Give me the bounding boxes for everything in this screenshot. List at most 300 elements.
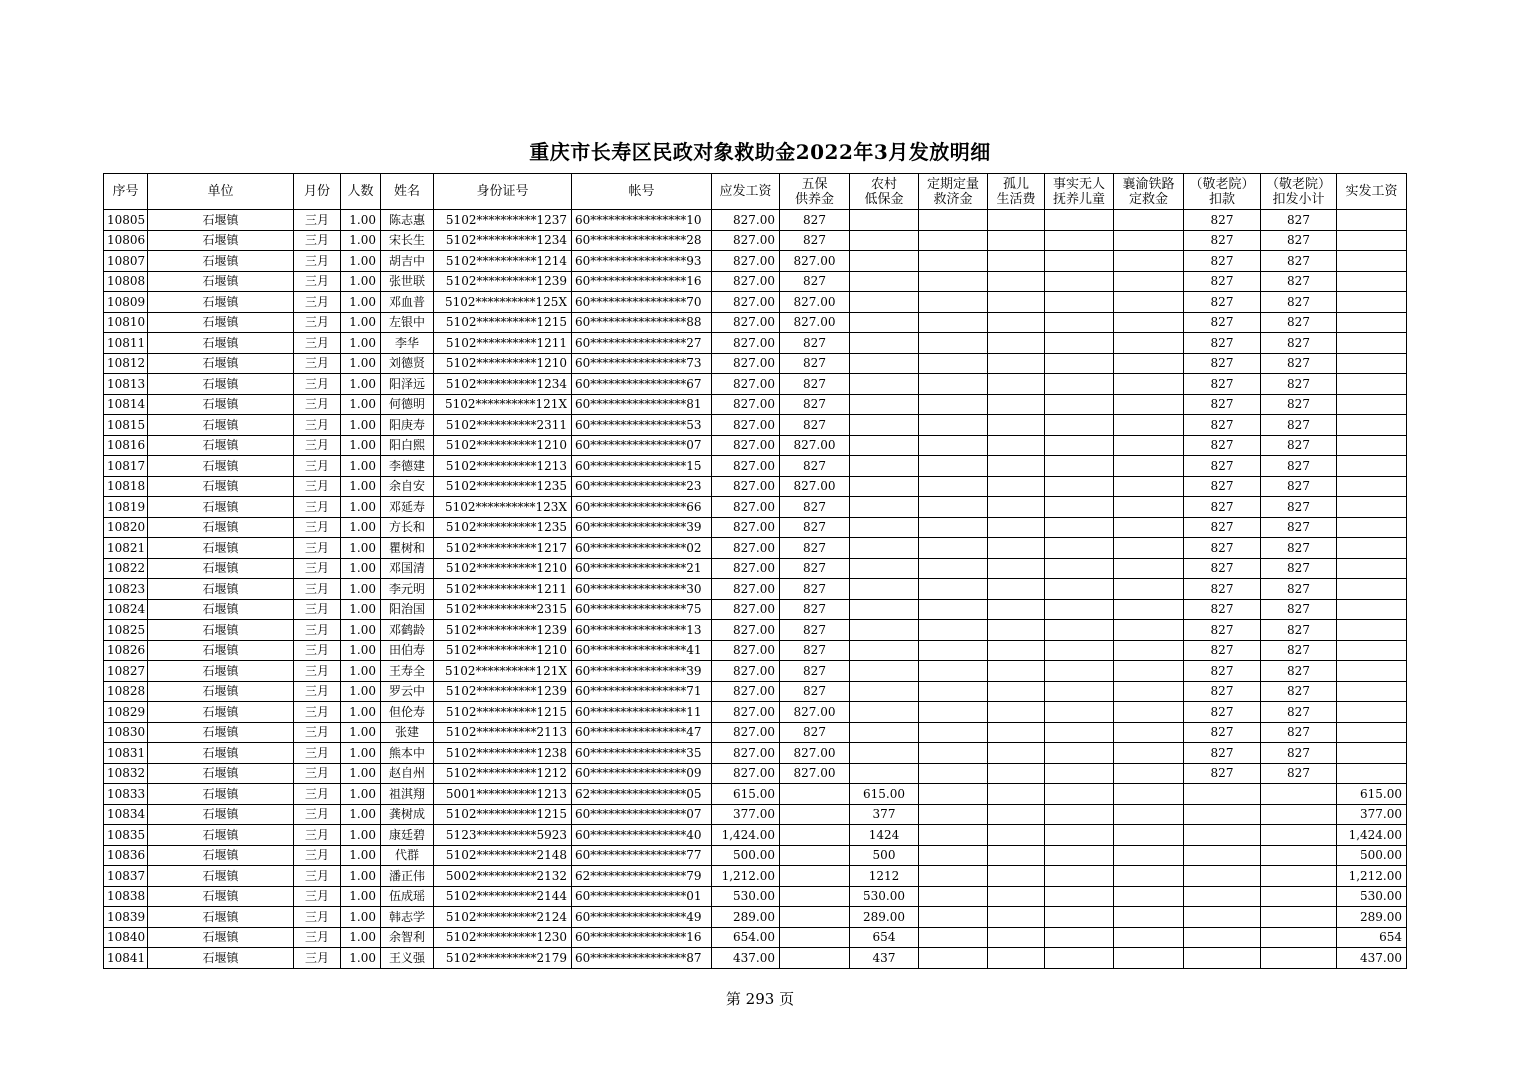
cell-account: 60****************81 xyxy=(572,394,712,415)
cell-id-number: 5102**********1213 xyxy=(434,456,572,477)
cell-payable: 827.00 xyxy=(712,456,780,477)
cell-seq: 10841 xyxy=(104,948,148,969)
cell-de-facto-orphan xyxy=(1045,435,1114,456)
cell-id-number: 5102**********2124 xyxy=(434,907,572,928)
cell-account: 62****************05 xyxy=(572,784,712,805)
cell-nursing-subtotal: 827 xyxy=(1261,517,1337,538)
cell-payable: 1,424.00 xyxy=(712,825,780,846)
cell-seq: 10832 xyxy=(104,763,148,784)
cell-unit: 石堰镇 xyxy=(148,948,294,969)
cell-rural-subsistence xyxy=(850,743,919,764)
cell-seq: 10836 xyxy=(104,845,148,866)
cell-count: 1.00 xyxy=(341,415,381,436)
cell-de-facto-orphan xyxy=(1045,456,1114,477)
cell-orphan-living xyxy=(988,558,1045,579)
cell-seq: 10826 xyxy=(104,640,148,661)
cell-orphan-living xyxy=(988,353,1045,374)
cell-count: 1.00 xyxy=(341,784,381,805)
cell-unit: 石堰镇 xyxy=(148,456,294,477)
cell-count: 1.00 xyxy=(341,251,381,272)
cell-account: 60****************09 xyxy=(572,763,712,784)
cell-nursing-deduction: 827 xyxy=(1184,394,1261,415)
cell-net-pay xyxy=(1337,210,1407,231)
cell-five-guarantee: 827 xyxy=(780,230,850,251)
cell-seq: 10834 xyxy=(104,804,148,825)
cell-unit: 石堰镇 xyxy=(148,743,294,764)
cell-id-number: 5102**********1214 xyxy=(434,251,572,272)
cell-payable: 377.00 xyxy=(712,804,780,825)
cell-month: 三月 xyxy=(294,497,341,518)
cell-month: 三月 xyxy=(294,374,341,395)
cell-de-facto-orphan xyxy=(1045,927,1114,948)
table-row xyxy=(104,804,1407,825)
cell-five-guarantee: 827 xyxy=(780,538,850,559)
cell-payable: 827.00 xyxy=(712,722,780,743)
cell-rural-subsistence xyxy=(850,517,919,538)
cell-account: 60****************77 xyxy=(572,845,712,866)
cell-nursing-subtotal: 827 xyxy=(1261,374,1337,395)
cell-month: 三月 xyxy=(294,230,341,251)
cell-orphan-living xyxy=(988,722,1045,743)
cell-de-facto-orphan xyxy=(1045,538,1114,559)
cell-fixed-relief xyxy=(919,927,988,948)
cell-seq: 10824 xyxy=(104,599,148,620)
cell-payable: 615.00 xyxy=(712,784,780,805)
cell-net-pay xyxy=(1337,374,1407,395)
cell-payable: 827.00 xyxy=(712,558,780,579)
cell-five-guarantee: 827.00 xyxy=(780,435,850,456)
cell-account: 60****************40 xyxy=(572,825,712,846)
table-row xyxy=(104,763,1407,784)
cell-net-pay xyxy=(1337,538,1407,559)
cell-month: 三月 xyxy=(294,476,341,497)
cell-railway-relief xyxy=(1114,784,1184,805)
cell-month: 三月 xyxy=(294,620,341,641)
cell-orphan-living xyxy=(988,661,1045,682)
cell-count: 1.00 xyxy=(341,825,381,846)
cell-five-guarantee: 827.00 xyxy=(780,312,850,333)
cell-rural-subsistence: 615.00 xyxy=(850,784,919,805)
cell-rural-subsistence: 289.00 xyxy=(850,907,919,928)
cell-net-pay xyxy=(1337,333,1407,354)
cell-id-number: 5102**********1210 xyxy=(434,353,572,374)
cell-id-number: 5102**********1210 xyxy=(434,435,572,456)
cell-nursing-deduction: 827 xyxy=(1184,251,1261,272)
cell-id-number: 5102**********121X xyxy=(434,661,572,682)
cell-fixed-relief xyxy=(919,517,988,538)
table-row xyxy=(104,640,1407,661)
cell-nursing-deduction xyxy=(1184,784,1261,805)
cell-railway-relief xyxy=(1114,804,1184,825)
cell-month: 三月 xyxy=(294,415,341,436)
cell-fixed-relief xyxy=(919,743,988,764)
cell-de-facto-orphan xyxy=(1045,415,1114,436)
cell-orphan-living xyxy=(988,784,1045,805)
cell-net-pay: 1,424.00 xyxy=(1337,825,1407,846)
cell-fixed-relief xyxy=(919,292,988,313)
cell-nursing-deduction: 827 xyxy=(1184,415,1261,436)
cell-unit: 石堰镇 xyxy=(148,763,294,784)
cell-net-pay xyxy=(1337,271,1407,292)
table-row xyxy=(104,374,1407,395)
cell-railway-relief xyxy=(1114,620,1184,641)
cell-nursing-subtotal: 827 xyxy=(1261,579,1337,600)
cell-de-facto-orphan xyxy=(1045,784,1114,805)
cell-unit: 石堰镇 xyxy=(148,251,294,272)
cell-month: 三月 xyxy=(294,886,341,907)
cell-payable: 827.00 xyxy=(712,476,780,497)
cell-id-number: 5102**********1215 xyxy=(434,702,572,723)
cell-fixed-relief xyxy=(919,230,988,251)
cell-rural-subsistence xyxy=(850,620,919,641)
cell-count: 1.00 xyxy=(341,210,381,231)
cell-name: 李德建 xyxy=(381,456,434,477)
cell-count: 1.00 xyxy=(341,620,381,641)
cell-rural-subsistence xyxy=(850,497,919,518)
cell-count: 1.00 xyxy=(341,230,381,251)
cell-nursing-deduction: 827 xyxy=(1184,210,1261,231)
cell-month: 三月 xyxy=(294,271,341,292)
cell-name: 李华 xyxy=(381,333,434,354)
cell-railway-relief xyxy=(1114,476,1184,497)
cell-railway-relief xyxy=(1114,866,1184,887)
cell-five-guarantee: 827 xyxy=(780,558,850,579)
cell-nursing-deduction: 827 xyxy=(1184,579,1261,600)
cell-net-pay xyxy=(1337,230,1407,251)
cell-payable: 827.00 xyxy=(712,333,780,354)
cell-payable: 827.00 xyxy=(712,661,780,682)
cell-rural-subsistence: 1212 xyxy=(850,866,919,887)
cell-net-pay: 377.00 xyxy=(1337,804,1407,825)
cell-de-facto-orphan xyxy=(1045,251,1114,272)
cell-railway-relief xyxy=(1114,743,1184,764)
cell-de-facto-orphan xyxy=(1045,681,1114,702)
cell-orphan-living xyxy=(988,640,1045,661)
cell-nursing-subtotal: 827 xyxy=(1261,497,1337,518)
cell-count: 1.00 xyxy=(341,476,381,497)
cell-five-guarantee xyxy=(780,907,850,928)
cell-account: 60****************27 xyxy=(572,333,712,354)
cell-payable: 1,212.00 xyxy=(712,866,780,887)
cell-account: 60****************93 xyxy=(572,251,712,272)
table-row xyxy=(104,456,1407,477)
cell-id-number: 5002**********2132 xyxy=(434,866,572,887)
cell-unit: 石堰镇 xyxy=(148,292,294,313)
cell-seq: 10839 xyxy=(104,907,148,928)
cell-nursing-deduction: 827 xyxy=(1184,312,1261,333)
cell-five-guarantee: 827 xyxy=(780,640,850,661)
cell-count: 1.00 xyxy=(341,927,381,948)
cell-id-number: 5102**********1230 xyxy=(434,927,572,948)
cell-de-facto-orphan xyxy=(1045,517,1114,538)
cell-orphan-living xyxy=(988,312,1045,333)
cell-rural-subsistence xyxy=(850,456,919,477)
cell-five-guarantee xyxy=(780,866,850,887)
table-row xyxy=(104,476,1407,497)
cell-account: 60****************21 xyxy=(572,558,712,579)
cell-account: 60****************88 xyxy=(572,312,712,333)
cell-nursing-deduction: 827 xyxy=(1184,374,1261,395)
cell-rural-subsistence xyxy=(850,312,919,333)
cell-five-guarantee: 827 xyxy=(780,210,850,231)
cell-name: 熊本中 xyxy=(381,743,434,764)
cell-five-guarantee: 827 xyxy=(780,333,850,354)
cell-count: 1.00 xyxy=(341,292,381,313)
cell-orphan-living xyxy=(988,292,1045,313)
cell-de-facto-orphan xyxy=(1045,271,1114,292)
cell-fixed-relief xyxy=(919,804,988,825)
cell-five-guarantee: 827 xyxy=(780,661,850,682)
table-row xyxy=(104,292,1407,313)
header-col-unit: 单位 xyxy=(148,174,294,210)
cell-nursing-subtotal: 827 xyxy=(1261,353,1337,374)
page-number: 第 293 页 xyxy=(725,990,795,1008)
cell-five-guarantee xyxy=(780,886,850,907)
header-col-nursing-deduction: （敬老院） 扣款 xyxy=(1184,174,1261,210)
table-row xyxy=(104,681,1407,702)
cell-name: 阳泽远 xyxy=(381,374,434,395)
cell-rural-subsistence: 500 xyxy=(850,845,919,866)
cell-five-guarantee: 827 xyxy=(780,497,850,518)
cell-nursing-subtotal xyxy=(1261,927,1337,948)
cell-count: 1.00 xyxy=(341,353,381,374)
cell-railway-relief xyxy=(1114,497,1184,518)
cell-count: 1.00 xyxy=(341,640,381,661)
cell-de-facto-orphan xyxy=(1045,743,1114,764)
cell-month: 三月 xyxy=(294,825,341,846)
cell-railway-relief xyxy=(1114,292,1184,313)
cell-count: 1.00 xyxy=(341,394,381,415)
cell-id-number: 5102**********1211 xyxy=(434,333,572,354)
cell-month: 三月 xyxy=(294,353,341,374)
cell-id-number: 5001**********1213 xyxy=(434,784,572,805)
cell-rural-subsistence: 1424 xyxy=(850,825,919,846)
cell-railway-relief xyxy=(1114,312,1184,333)
cell-id-number: 5102**********1238 xyxy=(434,743,572,764)
cell-account: 60****************28 xyxy=(572,230,712,251)
cell-name: 胡吉中 xyxy=(381,251,434,272)
cell-railway-relief xyxy=(1114,517,1184,538)
cell-net-pay: 437.00 xyxy=(1337,948,1407,969)
cell-de-facto-orphan xyxy=(1045,497,1114,518)
cell-account: 60****************16 xyxy=(572,271,712,292)
table-header xyxy=(104,174,1407,210)
cell-orphan-living xyxy=(988,681,1045,702)
cell-seq: 10813 xyxy=(104,374,148,395)
cell-net-pay xyxy=(1337,579,1407,600)
cell-orphan-living xyxy=(988,907,1045,928)
cell-id-number: 5102**********1215 xyxy=(434,804,572,825)
cell-railway-relief xyxy=(1114,886,1184,907)
cell-de-facto-orphan xyxy=(1045,804,1114,825)
cell-fixed-relief xyxy=(919,497,988,518)
header-col-count: 人数 xyxy=(341,174,381,210)
table-row xyxy=(104,394,1407,415)
header-col-month: 月份 xyxy=(294,174,341,210)
cell-de-facto-orphan xyxy=(1045,661,1114,682)
cell-railway-relief xyxy=(1114,599,1184,620)
header-col-name: 姓名 xyxy=(381,174,434,210)
cell-fixed-relief xyxy=(919,415,988,436)
cell-month: 三月 xyxy=(294,804,341,825)
cell-rural-subsistence xyxy=(850,661,919,682)
cell-net-pay: 615.00 xyxy=(1337,784,1407,805)
table-row xyxy=(104,599,1407,620)
cell-nursing-subtotal: 827 xyxy=(1261,251,1337,272)
cell-count: 1.00 xyxy=(341,661,381,682)
cell-count: 1.00 xyxy=(341,538,381,559)
cell-railway-relief xyxy=(1114,456,1184,477)
table-row xyxy=(104,538,1407,559)
cell-unit: 石堰镇 xyxy=(148,640,294,661)
cell-id-number: 5102**********1239 xyxy=(434,620,572,641)
cell-id-number: 5102**********1234 xyxy=(434,230,572,251)
cell-de-facto-orphan xyxy=(1045,763,1114,784)
cell-name: 阳治国 xyxy=(381,599,434,620)
cell-payable: 827.00 xyxy=(712,394,780,415)
cell-net-pay: 654 xyxy=(1337,927,1407,948)
cell-payable: 289.00 xyxy=(712,907,780,928)
cell-account: 62****************79 xyxy=(572,866,712,887)
cell-nursing-subtotal: 827 xyxy=(1261,456,1337,477)
cell-count: 1.00 xyxy=(341,271,381,292)
cell-nursing-subtotal: 827 xyxy=(1261,538,1337,559)
cell-seq: 10817 xyxy=(104,456,148,477)
cell-fixed-relief xyxy=(919,620,988,641)
table-row xyxy=(104,927,1407,948)
cell-seq: 10827 xyxy=(104,661,148,682)
cell-count: 1.00 xyxy=(341,743,381,764)
cell-seq: 10818 xyxy=(104,476,148,497)
cell-net-pay xyxy=(1337,312,1407,333)
cell-nursing-deduction: 827 xyxy=(1184,661,1261,682)
cell-fixed-relief xyxy=(919,599,988,620)
cell-fixed-relief xyxy=(919,722,988,743)
cell-name: 李元明 xyxy=(381,579,434,600)
cell-seq: 10822 xyxy=(104,558,148,579)
cell-unit: 石堰镇 xyxy=(148,866,294,887)
cell-de-facto-orphan xyxy=(1045,230,1114,251)
cell-name: 方长和 xyxy=(381,517,434,538)
cell-id-number: 5102**********2144 xyxy=(434,886,572,907)
cell-unit: 石堰镇 xyxy=(148,333,294,354)
cell-name: 伍成瑶 xyxy=(381,886,434,907)
cell-month: 三月 xyxy=(294,681,341,702)
cell-nursing-subtotal: 827 xyxy=(1261,394,1337,415)
cell-name: 阳庚寿 xyxy=(381,415,434,436)
cell-nursing-deduction: 827 xyxy=(1184,538,1261,559)
table-row xyxy=(104,722,1407,743)
cell-id-number: 5102**********1239 xyxy=(434,271,572,292)
cell-nursing-deduction xyxy=(1184,825,1261,846)
cell-railway-relief xyxy=(1114,702,1184,723)
table-row xyxy=(104,210,1407,231)
cell-nursing-deduction: 827 xyxy=(1184,517,1261,538)
cell-name: 张世联 xyxy=(381,271,434,292)
cell-payable: 827.00 xyxy=(712,517,780,538)
cell-count: 1.00 xyxy=(341,599,381,620)
cell-fixed-relief xyxy=(919,948,988,969)
table-row xyxy=(104,845,1407,866)
cell-id-number: 5102**********1215 xyxy=(434,312,572,333)
cell-de-facto-orphan xyxy=(1045,640,1114,661)
cell-rural-subsistence xyxy=(850,681,919,702)
cell-seq: 10810 xyxy=(104,312,148,333)
cell-payable: 827.00 xyxy=(712,743,780,764)
cell-five-guarantee xyxy=(780,784,850,805)
cell-month: 三月 xyxy=(294,333,341,354)
cell-de-facto-orphan xyxy=(1045,353,1114,374)
cell-seq: 10840 xyxy=(104,927,148,948)
cell-id-number: 5102**********2179 xyxy=(434,948,572,969)
cell-nursing-subtotal: 827 xyxy=(1261,271,1337,292)
cell-net-pay: 530.00 xyxy=(1337,886,1407,907)
cell-orphan-living xyxy=(988,743,1045,764)
table-row xyxy=(104,435,1407,456)
cell-railway-relief xyxy=(1114,948,1184,969)
cell-count: 1.00 xyxy=(341,763,381,784)
cell-count: 1.00 xyxy=(341,804,381,825)
cell-unit: 石堰镇 xyxy=(148,312,294,333)
cell-nursing-deduction: 827 xyxy=(1184,599,1261,620)
cell-orphan-living xyxy=(988,374,1045,395)
cell-five-guarantee xyxy=(780,825,850,846)
cell-name: 余自安 xyxy=(381,476,434,497)
cell-id-number: 5102**********1235 xyxy=(434,476,572,497)
cell-orphan-living xyxy=(988,517,1045,538)
cell-five-guarantee: 827 xyxy=(780,353,850,374)
cell-month: 三月 xyxy=(294,456,341,477)
cell-name: 罗云中 xyxy=(381,681,434,702)
cell-unit: 石堰镇 xyxy=(148,784,294,805)
cell-nursing-subtotal: 827 xyxy=(1261,333,1337,354)
cell-de-facto-orphan xyxy=(1045,312,1114,333)
table-row xyxy=(104,271,1407,292)
cell-five-guarantee: 827 xyxy=(780,374,850,395)
cell-month: 三月 xyxy=(294,640,341,661)
cell-rural-subsistence xyxy=(850,558,919,579)
cell-fixed-relief xyxy=(919,394,988,415)
cell-nursing-deduction: 827 xyxy=(1184,476,1261,497)
cell-month: 三月 xyxy=(294,763,341,784)
cell-unit: 石堰镇 xyxy=(148,620,294,641)
cell-seq: 10814 xyxy=(104,394,148,415)
cell-nursing-subtotal: 827 xyxy=(1261,599,1337,620)
cell-orphan-living xyxy=(988,620,1045,641)
cell-orphan-living xyxy=(988,804,1045,825)
cell-unit: 石堰镇 xyxy=(148,271,294,292)
header-col-id-number: 身份证号 xyxy=(434,174,572,210)
cell-fixed-relief xyxy=(919,435,988,456)
cell-net-pay: 1,212.00 xyxy=(1337,866,1407,887)
header-col-orphan-living: 孤儿 生活费 xyxy=(988,174,1045,210)
cell-de-facto-orphan xyxy=(1045,702,1114,723)
cell-fixed-relief xyxy=(919,866,988,887)
cell-five-guarantee: 827 xyxy=(780,579,850,600)
cell-unit: 石堰镇 xyxy=(148,353,294,374)
cell-rural-subsistence xyxy=(850,251,919,272)
cell-unit: 石堰镇 xyxy=(148,210,294,231)
table-row xyxy=(104,743,1407,764)
cell-fixed-relief xyxy=(919,476,988,497)
cell-name: 康廷碧 xyxy=(381,825,434,846)
cell-railway-relief xyxy=(1114,681,1184,702)
cell-seq: 10816 xyxy=(104,435,148,456)
cell-nursing-subtotal: 827 xyxy=(1261,415,1337,436)
cell-rural-subsistence xyxy=(850,374,919,395)
cell-de-facto-orphan xyxy=(1045,210,1114,231)
cell-id-number: 5102**********1210 xyxy=(434,640,572,661)
